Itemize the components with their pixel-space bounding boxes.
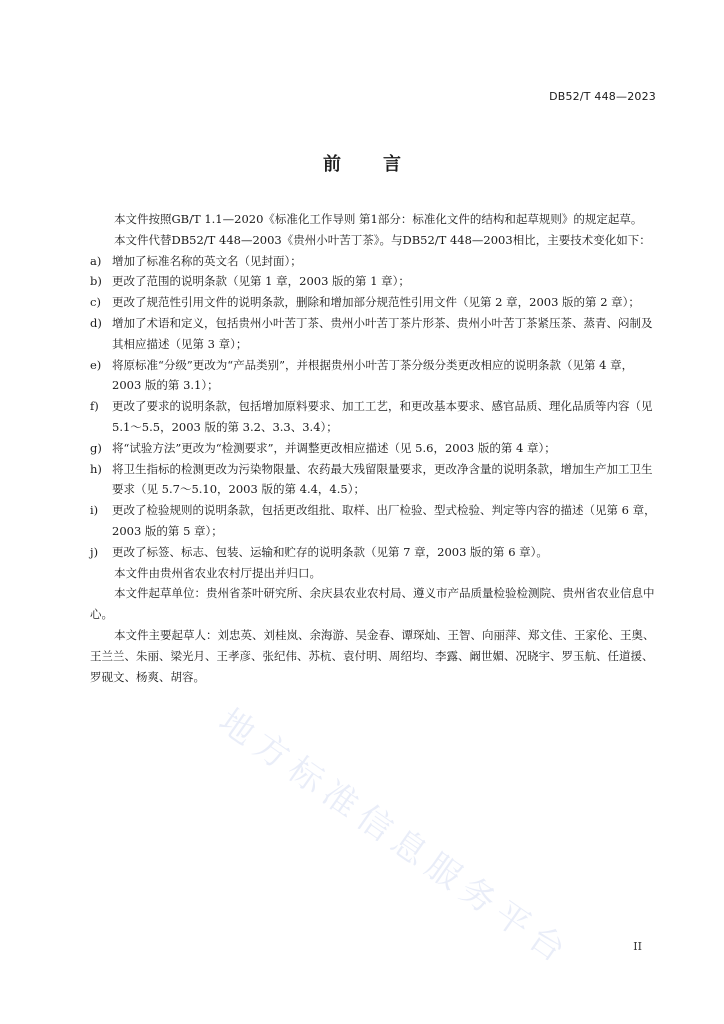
list-item-label: d) bbox=[90, 315, 102, 330]
list-item-label: i) bbox=[90, 503, 99, 518]
paragraph-drafters: 本文件主要起草人：刘忠英、刘桂岚、余海游、吴金春、谭琛灿、王智、向丽萍、郑文佳、王家伦、王奥、王兰兰、朱丽、梁光月、王孝彦、张纪伟、苏杭、袁付明、周绍均、李露、阚世媚、况晓宇、罗玉航、任道援、罗砚文、杨爽、胡容。 bbox=[90, 627, 655, 684]
list-item-text: 将“试验方法”更改为“检测要求”，并调整更改相应描述（见 5.6，2003 版的第 4 章）； bbox=[112, 440, 556, 455]
list-item-label: a) bbox=[90, 253, 102, 268]
list-item-label: c) bbox=[90, 295, 101, 310]
list-item-text: 将原标准“分级”更改为“产品类别”，并根据贵州小叶苦丁茶分级分类更改相应的说明条款（见第 4 章，2003 版的第 3.1）； bbox=[112, 357, 634, 393]
list-item-text: 增加了术语和定义，包括贵州小叶苦丁茶、贵州小叶苦丁茶片形茶、贵州小叶苦丁茶紧压茶、蒸青、闷制及其相应描述（见第 3 章）； bbox=[112, 315, 653, 351]
page-number: II bbox=[633, 940, 642, 953]
list-item-text: 更改了规范性引用文件的说明条款，删除和增加部分规范性引用文件（见第 2 章，2003 版的第 2 章）； bbox=[112, 295, 640, 310]
list-item-text: 更改了检验规则的说明条款，包括更改组批、取样、出厂检验、型式检验、判定等内容的描述（见第 6 章，2003 版的第 5 章）； bbox=[112, 503, 656, 538]
document-code: DB52/T 448—2023 bbox=[549, 90, 656, 103]
watermark: 地方标准信息服务平台 bbox=[211, 700, 579, 975]
paragraph-drafting-units: 本文件起草单位：贵州省茶叶研究所、余庆县农业农村局、遵义市产品质量检验检测院、贵州省农业信息中心。 bbox=[90, 586, 655, 622]
list-item bbox=[90, 355, 658, 397]
list-item-label: h) bbox=[90, 461, 102, 476]
preface-body bbox=[90, 209, 658, 687]
list-item-text: 增加了标准名称的英文名（见封面）； bbox=[112, 253, 302, 268]
paragraph-proposer: 本文件由贵州省农业农村厅提出并归口。 bbox=[114, 565, 321, 580]
list-item bbox=[90, 396, 658, 438]
page-title: 前言 bbox=[323, 154, 443, 175]
list-item bbox=[90, 438, 658, 459]
paragraph-replacement: 本文件代替DB52/T 448—2003《贵州小叶苦丁茶》。与DB52/T 448—2003相比，主要技术变化如下： bbox=[114, 232, 651, 247]
list-item bbox=[90, 500, 658, 542]
list-item-label: f) bbox=[90, 399, 99, 414]
list-item-text: 更改了标签、标志、包装、运输和贮存的说明条款（见第 7 章，2003 版的第 6 章）。 bbox=[112, 544, 548, 559]
list-item-text: 将卫生指标的检测更改为污染物限量、农药最大残留限量要求，更改净含量的说明条款，增加生产加工卫生要求（见 5.7～5.10，2003 版的第 4.4，4.5）； bbox=[112, 461, 653, 497]
paragraph-drafting-rule: 本文件按照GB/T 1.1—2020《标准化工作导则 第1部分：标准化文件的结构和起草规则》的规定起草。 bbox=[114, 212, 643, 226]
change-list bbox=[90, 251, 658, 563]
list-item bbox=[90, 459, 658, 501]
list-item bbox=[90, 313, 658, 355]
list-item-label: b) bbox=[90, 274, 102, 289]
list-item bbox=[90, 251, 658, 272]
list-item-label: g) bbox=[90, 440, 102, 455]
list-item-text: 更改了要求的说明条款，包括增加原料要求、加工工艺，和更改基本要求、感官品质、理化品质等内容（见 5.1～5.5，2003 版的第 3.2、3.3、3.4）； bbox=[112, 399, 653, 434]
list-item bbox=[90, 542, 658, 563]
list-item-label: j) bbox=[90, 544, 99, 559]
list-item bbox=[90, 292, 658, 313]
list-item-label: e) bbox=[90, 357, 102, 372]
list-item-text: 更改了范围的说明条款（见第 1 章，2003 版的第 1 章）； bbox=[112, 274, 410, 289]
list-item bbox=[90, 271, 658, 292]
